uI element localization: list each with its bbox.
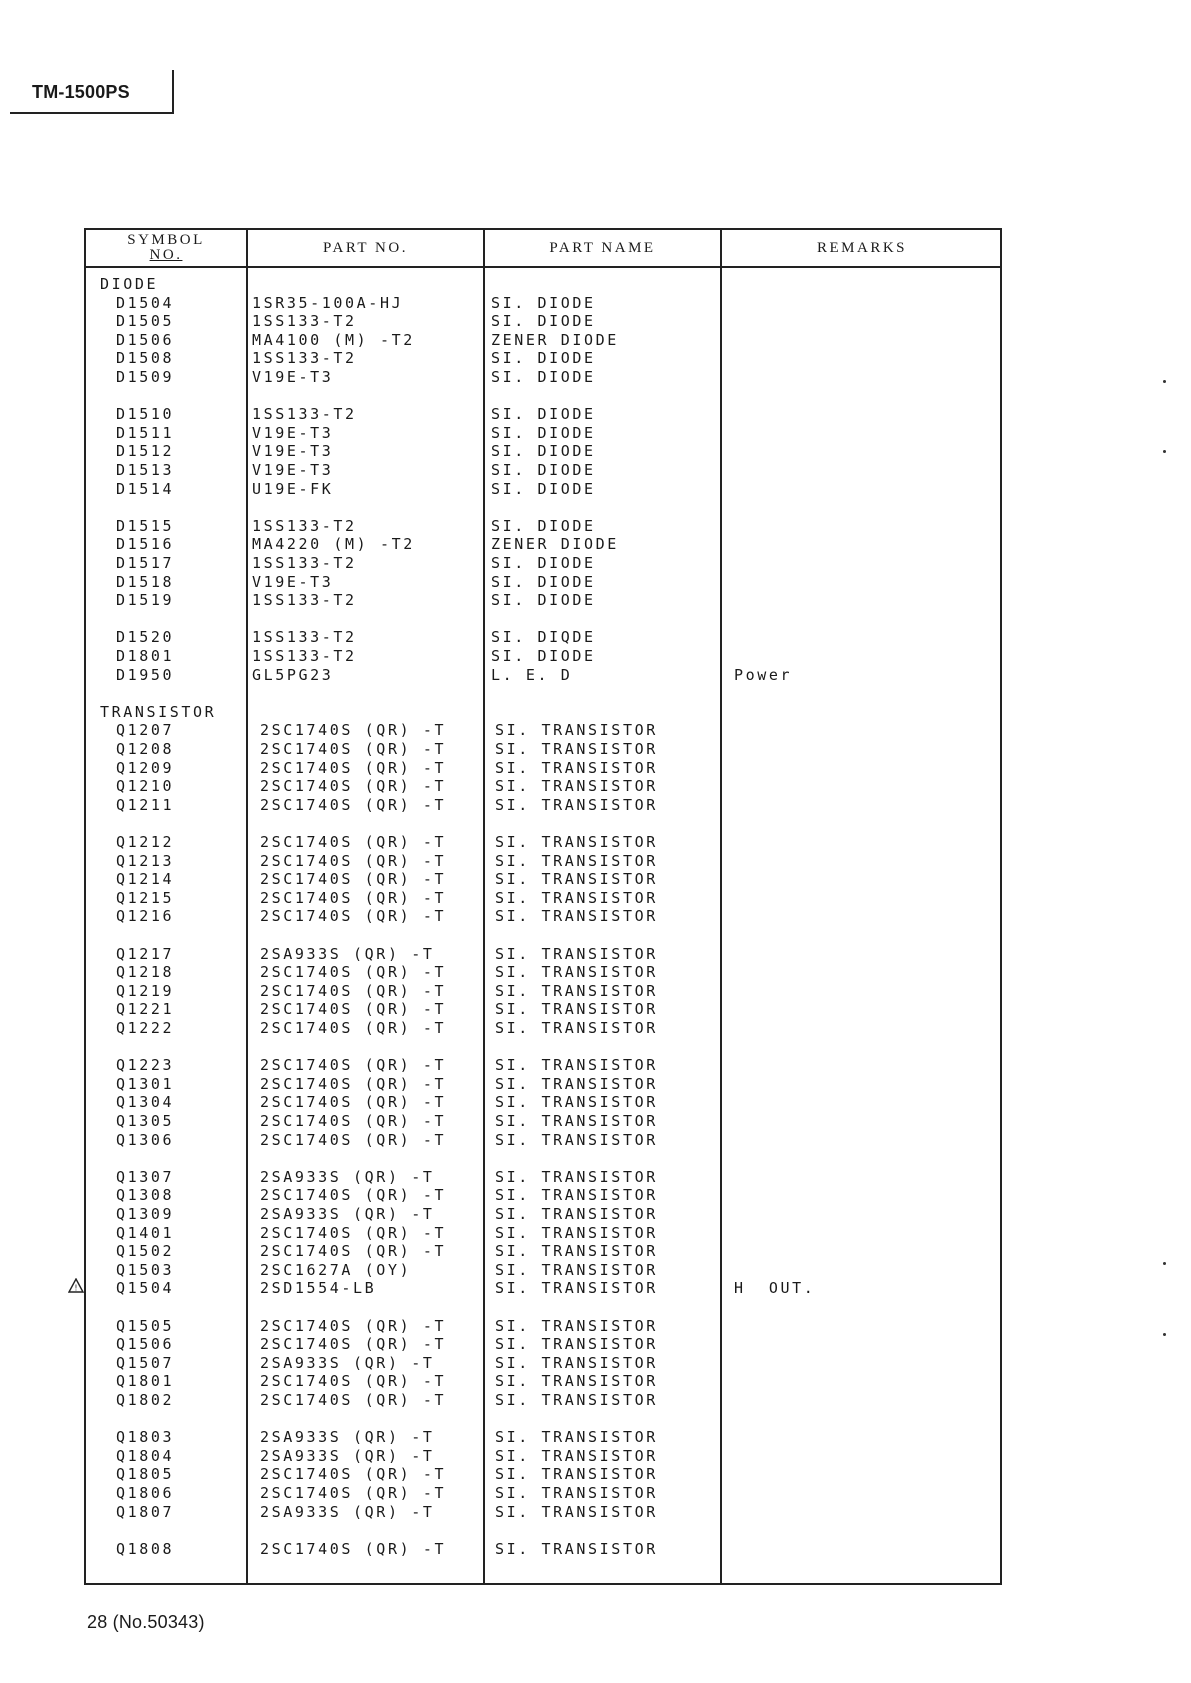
part-name-cell: SI. DIODE	[491, 368, 596, 386]
symbol-cell: Q1221	[116, 1000, 175, 1019]
part-name-cell: SI. TRANSISTOR	[495, 777, 658, 796]
part-name-cell: SI. TRANSISTOR	[495, 1130, 658, 1149]
symbol-cell: Q1802	[116, 1391, 175, 1409]
part-no-cell: 2SC1740S (QR) -T	[260, 1093, 447, 1112]
symbol-cell: D1506	[116, 330, 175, 349]
part-name-cell: SI. TRANSISTOR	[495, 1074, 658, 1093]
symbol-cell: Q1807	[116, 1502, 175, 1521]
part-name-cell: SI. TRANSISTOR	[495, 1186, 658, 1205]
symbol-cell: Q1211	[116, 795, 175, 814]
part-name-cell: SI. TRANSISTOR	[495, 981, 658, 1000]
header-symbol-no	[86, 230, 246, 266]
part-name-cell: SI. TRANSISTOR	[495, 721, 658, 740]
part-no-cell: 2SC1740S (QR) -T	[260, 1130, 447, 1149]
part-name-cell: SI. TRANSISTOR	[495, 1223, 658, 1242]
part-no-cell: 2SC1740S (QR) -T	[260, 888, 447, 907]
symbol-cell: Q1210	[116, 777, 175, 796]
symbol-cell: D1518	[116, 572, 175, 591]
part-no-cell: 2SC1740S (QR) -T	[260, 721, 447, 740]
part-name-cell: SI. TRANSISTOR	[495, 1391, 658, 1409]
part-name-cell: L. E. D	[491, 665, 573, 684]
part-name-cell: SI. TRANSISTOR	[495, 1260, 658, 1279]
symbol-cell: Q1308	[116, 1186, 175, 1205]
part-no-cell: 2SC1740S (QR) -T	[260, 870, 447, 889]
part-no-cell: 2SC1740S (QR) -T	[260, 1316, 447, 1335]
symbol-cell: D1508	[116, 349, 175, 368]
symbol-cell: Q1307	[116, 1167, 175, 1186]
section-title-diode: DIODE	[100, 275, 159, 293]
part-name-cell: SI. TRANSISTOR	[495, 1279, 658, 1298]
part-no-cell: 1SR35-100A-HJ	[252, 293, 404, 312]
header-part-no: PART NO.	[323, 239, 408, 256]
symbol-cell: Q1505	[116, 1316, 175, 1335]
symbol-cell: Q1506	[116, 1335, 175, 1354]
part-name-cell: SI. TRANSISTOR	[495, 963, 658, 982]
symbol-cell: D1520	[116, 628, 175, 647]
part-no-cell: 2SA933S (QR) -T	[260, 1428, 435, 1447]
part-name-cell: SI. TRANSISTOR	[495, 1465, 658, 1484]
part-no-cell: V19E-T3	[252, 572, 334, 591]
symbol-cell: Q1808	[116, 1539, 175, 1558]
part-no-cell: 2SC1740S (QR) -T	[260, 1539, 447, 1558]
part-no-cell: 2SC1740S (QR) -T	[260, 1484, 447, 1502]
symbol-cell: D1519	[116, 591, 175, 610]
symbol-cell: D1510	[116, 405, 175, 424]
part-name-cell: SI. DIODE	[491, 349, 596, 368]
part-no-cell: 2SC1740S (QR) -T	[260, 777, 447, 796]
symbol-cell: Q1309	[116, 1205, 175, 1223]
part-name-cell: SI. TRANSISTOR	[495, 1167, 658, 1186]
part-name-cell: SI. TRANSISTOR	[495, 833, 658, 851]
part-name-cell: SI. TRANSISTOR	[495, 870, 658, 889]
part-no-cell: 2SC1740S (QR) -T	[260, 758, 447, 777]
symbol-cell: D1504	[116, 293, 175, 312]
part-name-cell: SI. TRANSISTOR	[495, 1428, 658, 1447]
symbol-cell: D1516	[116, 535, 175, 554]
part-name-cell: SI. TRANSISTOR	[495, 1335, 658, 1354]
symbol-cell: Q1304	[116, 1093, 175, 1112]
symbol-cell: Q1301	[116, 1074, 175, 1093]
part-name-cell: SI. DIODE	[491, 461, 596, 479]
symbol-cell: Q1215	[116, 888, 175, 907]
symbol-cell: Q1804	[116, 1446, 175, 1465]
part-name-cell: SI. DIODE	[491, 423, 596, 442]
symbol-cell: Q1504	[116, 1279, 175, 1298]
section-title-transistor: TRANSISTOR	[100, 702, 217, 721]
symbol-cell: Q1208	[116, 740, 175, 758]
part-no-cell: GL5PG23	[252, 665, 334, 684]
model-name: TM-1500PS	[32, 82, 130, 102]
warning-triangle-icon	[68, 1278, 84, 1293]
symbol-cell: Q1216	[116, 907, 175, 926]
symbol-cell: Q1502	[116, 1242, 175, 1261]
part-no-cell: 2SC1740S (QR) -T	[260, 1186, 447, 1205]
symbol-cell: Q1219	[116, 981, 175, 1000]
part-no-cell: 2SC1740S (QR) -T	[260, 1019, 447, 1037]
symbol-cell: D1505	[116, 312, 175, 331]
part-no-cell: 2SC1740S (QR) -T	[260, 963, 447, 982]
part-name-cell: SI. DIODE	[491, 572, 596, 591]
remarks-cell: H OUT.	[734, 1279, 816, 1298]
part-no-cell: 2SD1554-LB	[260, 1279, 377, 1298]
part-name-cell: SI. DIODE	[491, 442, 596, 461]
part-name-cell: SI. TRANSISTOR	[495, 944, 658, 963]
part-no-cell: 2SC1740S (QR) -T	[260, 851, 447, 870]
symbol-cell: Q1401	[116, 1223, 175, 1242]
symbol-cell: Q1801	[116, 1372, 175, 1391]
part-name-cell: SI. TRANSISTOR	[495, 740, 658, 758]
part-name-cell: SI. DIODE	[491, 554, 596, 572]
symbol-cell: Q1207	[116, 721, 175, 740]
part-no-cell: 2SA933S (QR) -T	[260, 944, 435, 963]
symbol-cell: D1511	[116, 423, 175, 442]
part-name-cell: SI. TRANSISTOR	[495, 1056, 658, 1075]
part-no-cell: 2SC1740S (QR) -T	[260, 981, 447, 1000]
part-no-cell: 1SS133-T2	[252, 591, 357, 610]
part-no-cell: 2SC1740S (QR) -T	[260, 740, 447, 758]
table-body	[86, 268, 1000, 1583]
part-name-cell: SI. TRANSISTOR	[495, 758, 658, 777]
part-no-cell: 2SC1740S (QR) -T	[260, 1465, 447, 1484]
part-name-cell: SI. TRANSISTOR	[495, 1205, 658, 1223]
part-no-cell: 2SC1740S (QR) -T	[260, 795, 447, 814]
part-name-cell: SI. TRANSISTOR	[495, 1539, 658, 1558]
part-name-cell: SI. TRANSISTOR	[495, 1093, 658, 1112]
part-no-cell: 2SC1740S (QR) -T	[260, 833, 447, 851]
part-name-cell: SI. DIODE	[491, 405, 596, 424]
header-remarks: REMARKS	[816, 239, 908, 256]
symbol-cell: Q1217	[116, 944, 175, 963]
part-name-cell: SI. DIQDE	[491, 628, 596, 647]
symbol-cell: Q1223	[116, 1056, 175, 1075]
symbol-cell: D1513	[116, 461, 175, 479]
part-name-cell: SI. TRANSISTOR	[495, 907, 658, 926]
part-name-cell: SI. DIODE	[491, 647, 596, 665]
part-no-cell: 2SC1740S (QR) -T	[260, 1242, 447, 1261]
part-name-cell: SI. TRANSISTOR	[495, 1000, 658, 1019]
part-no-cell: V19E-T3	[252, 461, 334, 479]
part-name-cell: SI. TRANSISTOR	[495, 888, 658, 907]
part-no-cell: 2SC1740S (QR) -T	[260, 907, 447, 926]
symbol-cell: Q1214	[116, 870, 175, 889]
symbol-cell: D1950	[116, 665, 175, 684]
part-name-cell: SI. TRANSISTOR	[495, 1019, 658, 1037]
part-name-cell: SI. TRANSISTOR	[495, 1502, 658, 1521]
symbol-cell: Q1213	[116, 851, 175, 870]
symbol-cell: Q1503	[116, 1260, 175, 1279]
scan-mark	[1163, 450, 1166, 453]
remarks-cell: Power	[734, 665, 793, 684]
part-no-cell: 2SA933S (QR) -T	[260, 1353, 435, 1372]
parts-list-table	[84, 228, 1002, 1585]
page-number: 28 (No.50343)	[87, 1612, 205, 1632]
symbol-cell: D1512	[116, 442, 175, 461]
part-no-cell: 2SC1740S (QR) -T	[260, 1056, 447, 1075]
part-no-cell: 2SA933S (QR) -T	[260, 1502, 435, 1521]
part-no-cell: 1SS133-T2	[252, 349, 357, 368]
part-name-cell: SI. TRANSISTOR	[495, 1372, 658, 1391]
part-name-cell: SI. DIODE	[491, 591, 596, 610]
part-no-cell: 2SC1740S (QR) -T	[260, 1112, 447, 1130]
part-name-cell: SI. TRANSISTOR	[495, 851, 658, 870]
part-name-cell: SI. TRANSISTOR	[495, 795, 658, 814]
part-name-cell: SI. DIODE	[491, 293, 596, 312]
part-no-cell: 1SS133-T2	[252, 647, 357, 665]
part-name-cell: SI. TRANSISTOR	[495, 1484, 658, 1502]
symbol-cell: D1801	[116, 647, 175, 665]
part-no-cell: 2SA933S (QR) -T	[260, 1446, 435, 1465]
symbol-cell: Q1218	[116, 963, 175, 982]
part-name-cell: SI. TRANSISTOR	[495, 1446, 658, 1465]
part-no-cell: 1SS133-T2	[252, 405, 357, 424]
part-name-cell: SI. DIODE	[491, 312, 596, 331]
scan-mark	[1163, 1333, 1166, 1336]
header-part-name: PART NAME	[549, 239, 656, 256]
part-name-cell: SI. TRANSISTOR	[495, 1353, 658, 1372]
symbol-cell: Q1803	[116, 1428, 175, 1447]
part-no-cell: 1SS133-T2	[252, 628, 357, 647]
part-no-cell: U19E-FK	[252, 479, 334, 498]
header-symbol-line2: NO.	[149, 247, 183, 263]
scan-mark	[1163, 1262, 1166, 1265]
part-name-cell: SI. TRANSISTOR	[495, 1242, 658, 1261]
symbol-cell: D1514	[116, 479, 175, 498]
symbol-cell: Q1507	[116, 1353, 175, 1372]
part-no-cell: 2SA933S (QR) -T	[260, 1205, 435, 1223]
symbol-cell: Q1306	[116, 1130, 175, 1149]
part-name-cell: ZENER DIODE	[491, 330, 619, 349]
symbol-cell: Q1305	[116, 1112, 175, 1130]
symbol-cell: Q1209	[116, 758, 175, 777]
symbol-cell: D1517	[116, 554, 175, 572]
svg-text:!: !	[74, 1283, 78, 1293]
part-no-cell: 2SC1627A (OY)	[260, 1260, 412, 1279]
part-no-cell: V19E-T3	[252, 368, 334, 386]
part-no-cell: V19E-T3	[252, 423, 334, 442]
part-no-cell: 1SS133-T2	[252, 554, 357, 572]
symbol-cell: Q1806	[116, 1484, 175, 1502]
part-no-cell: 2SA933S (QR) -T	[260, 1167, 435, 1186]
part-no-cell: 2SC1740S (QR) -T	[260, 1335, 447, 1354]
symbol-cell: Q1212	[116, 833, 175, 851]
part-no-cell: MA4220 (M) -T2	[252, 535, 415, 554]
part-name-cell: SI. TRANSISTOR	[495, 1112, 658, 1130]
part-no-cell: 2SC1740S (QR) -T	[260, 1000, 447, 1019]
symbol-cell: Q1805	[116, 1465, 175, 1484]
part-no-cell: 1SS133-T2	[252, 516, 357, 535]
part-no-cell: V19E-T3	[252, 442, 334, 461]
header-symbol-line1: SYMBOL	[127, 232, 205, 248]
part-name-cell: SI. DIODE	[491, 516, 596, 535]
part-no-cell: 2SC1740S (QR) -T	[260, 1223, 447, 1242]
part-no-cell: 2SC1740S (QR) -T	[260, 1372, 447, 1391]
part-no-cell: 2SC1740S (QR) -T	[260, 1074, 447, 1093]
symbol-cell: Q1222	[116, 1019, 175, 1037]
part-name-cell: SI. TRANSISTOR	[495, 1316, 658, 1335]
part-name-cell: ZENER DIODE	[491, 535, 619, 554]
table-header	[86, 230, 1000, 268]
symbol-cell: D1515	[116, 516, 175, 535]
part-no-cell: 2SC1740S (QR) -T	[260, 1391, 447, 1409]
model-tag	[10, 70, 174, 114]
symbol-cell: D1509	[116, 368, 175, 386]
part-no-cell: MA4100 (M) -T2	[252, 330, 415, 349]
part-no-cell: 1SS133-T2	[252, 312, 357, 331]
scan-mark	[1163, 380, 1166, 383]
part-name-cell: SI. DIODE	[491, 479, 596, 498]
